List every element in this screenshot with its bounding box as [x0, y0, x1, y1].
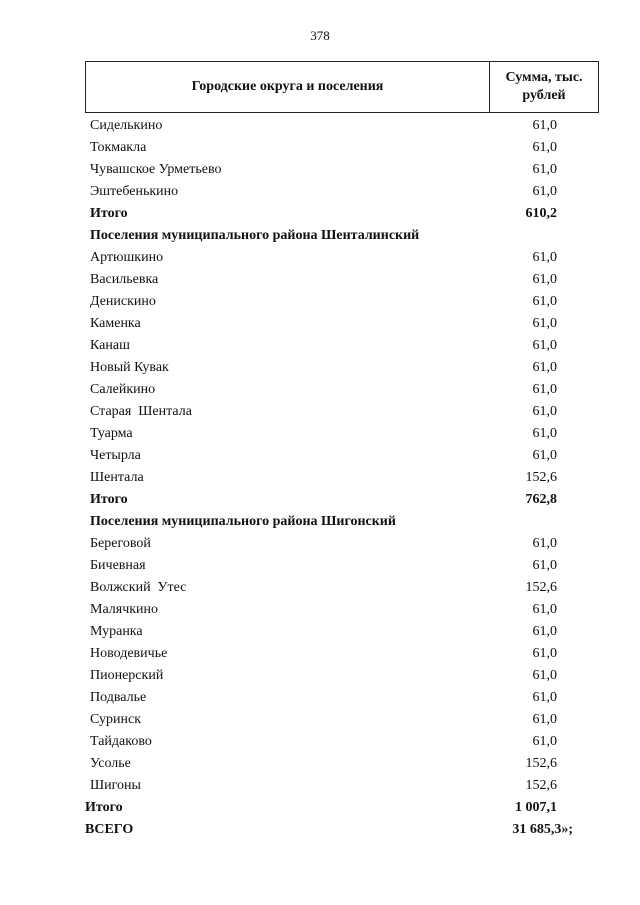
row-value: 61,0: [532, 690, 557, 705]
row-value: 152,6: [525, 580, 557, 595]
row-name: Сиделькино: [90, 118, 163, 133]
table-row: [85, 159, 599, 181]
row-name: Усолье: [90, 756, 131, 771]
table-row: [85, 115, 599, 137]
row-value: 61,0: [532, 140, 557, 155]
row-name: Артюшкино: [90, 250, 164, 265]
table-row: [85, 181, 599, 203]
table-row: [85, 775, 599, 797]
table-row: [85, 335, 599, 357]
row-value: 61,0: [532, 250, 557, 265]
row-value: 61,0: [532, 360, 557, 375]
table-row: [85, 313, 599, 335]
row-value: 61,0: [532, 118, 557, 133]
row-name: Итого: [90, 206, 128, 221]
row-value: 61,0: [532, 734, 557, 749]
table-row: [85, 753, 599, 775]
table-row: [85, 357, 599, 379]
row-name: Эштебенькино: [90, 184, 179, 199]
table-row: [85, 467, 599, 489]
total-row: [85, 797, 599, 819]
row-name: Денискино: [90, 294, 156, 309]
row-value: 61,0: [532, 338, 557, 353]
total-row: [85, 203, 599, 225]
row-value: 61,0: [532, 272, 557, 287]
row-name: Поселения муниципального района Шигонский: [90, 514, 396, 529]
row-name: Тайдаково: [90, 734, 152, 749]
row-name: Канаш: [90, 338, 130, 353]
row-name: Итого: [85, 800, 123, 815]
table-row: [85, 687, 599, 709]
row-name: Волжский Утес: [90, 580, 187, 595]
row-name: Каменка: [90, 316, 141, 331]
table-row: [85, 599, 599, 621]
table-row: [85, 137, 599, 159]
row-value: 61,0: [532, 184, 557, 199]
row-value: 610,2: [525, 206, 557, 221]
table-row: [85, 445, 599, 467]
row-name: ВСЕГО: [85, 822, 134, 837]
table-row: [85, 621, 599, 643]
table-row: [85, 533, 599, 555]
row-value: 61,0: [532, 536, 557, 551]
row-value: 61,0: [532, 646, 557, 661]
table-row: [85, 423, 599, 445]
section-heading: [85, 225, 599, 247]
table-row: [85, 269, 599, 291]
row-value: 31 685,3»;: [512, 822, 573, 837]
table-row: [85, 555, 599, 577]
row-name: Пионерский: [90, 668, 164, 683]
row-value: 61,0: [532, 624, 557, 639]
section-heading: [85, 511, 599, 533]
row-value: 61,0: [532, 558, 557, 573]
row-name: Шентала: [90, 470, 144, 485]
row-value: 762,8: [525, 492, 557, 507]
row-name: Четырла: [90, 448, 141, 463]
row-name: Малячкино: [90, 602, 159, 617]
table-row: [85, 643, 599, 665]
table-header: [85, 61, 599, 113]
grand-total-row: [85, 819, 599, 841]
row-name: Береговой: [90, 536, 151, 551]
table-body: [85, 115, 599, 841]
row-name: Поселения муниципального района Шенталинский: [90, 228, 420, 243]
header-amount-line2: рублей: [522, 88, 566, 103]
row-name: Салейкино: [90, 382, 156, 397]
row-value: 61,0: [532, 404, 557, 419]
header-amount: [490, 62, 598, 112]
row-value: 61,0: [532, 382, 557, 397]
row-name: Чувашское Урметьево: [90, 162, 222, 177]
row-name: Старая Шентала: [90, 404, 192, 419]
row-value: 152,6: [525, 778, 557, 793]
table-row: [85, 577, 599, 599]
header-settlements: Городские округа и поселения: [86, 62, 490, 112]
table-row: [85, 709, 599, 731]
table-row: [85, 401, 599, 423]
row-value: 61,0: [532, 294, 557, 309]
row-name: Васильевка: [90, 272, 159, 287]
row-name: Новый Кувак: [90, 360, 169, 375]
total-row: [85, 489, 599, 511]
row-name: Итого: [90, 492, 128, 507]
row-value: 61,0: [532, 162, 557, 177]
row-value: 61,0: [532, 448, 557, 463]
table-row: [85, 731, 599, 753]
row-name: Муранка: [90, 624, 143, 639]
table-row: [85, 247, 599, 269]
row-value: 61,0: [532, 316, 557, 331]
table-row: [85, 291, 599, 313]
page-number: 378: [310, 28, 330, 43]
row-name: Токмакла: [90, 140, 147, 155]
row-value: 61,0: [532, 712, 557, 727]
row-value: 61,0: [532, 668, 557, 683]
row-value: 61,0: [532, 426, 557, 441]
row-value: 152,6: [525, 756, 557, 771]
table-row: [85, 379, 599, 401]
row-value: 61,0: [532, 602, 557, 617]
row-name: Подвалье: [90, 690, 147, 705]
row-value: 1 007,1: [515, 800, 557, 815]
row-name: Новодевичье: [90, 646, 168, 661]
row-name: Суринск: [90, 712, 141, 727]
row-name: Бичевная: [90, 558, 146, 573]
row-name: Шигоны: [90, 778, 141, 793]
table-row: [85, 665, 599, 687]
row-name: Туарма: [90, 426, 133, 441]
header-amount-line1: Сумма, тыс.: [505, 70, 583, 85]
row-value: 152,6: [525, 470, 557, 485]
